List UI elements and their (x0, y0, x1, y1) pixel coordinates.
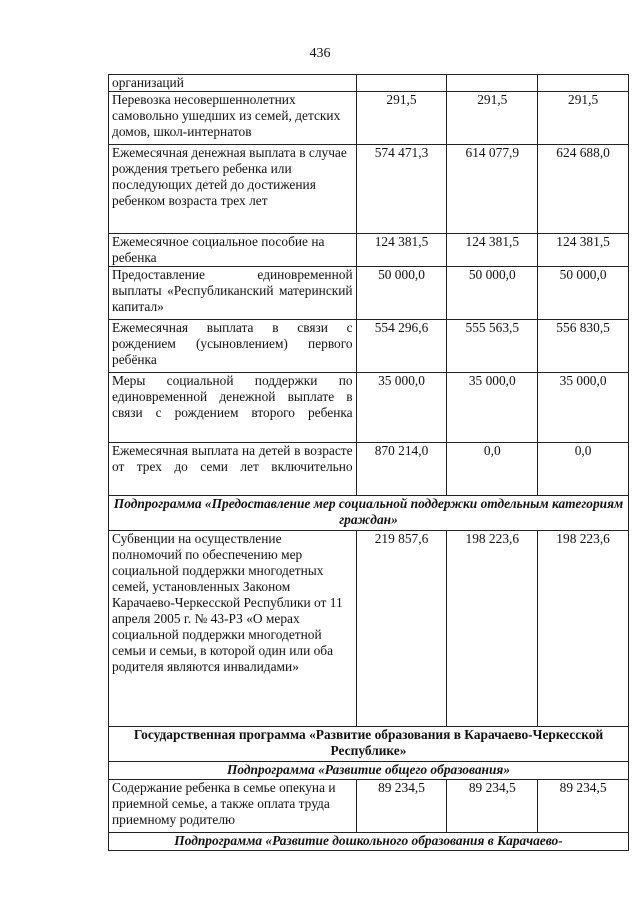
value-cell: 198 223,6 (447, 531, 538, 727)
value-cell: 624 688,0 (538, 145, 629, 234)
value-cell: 291,5 (356, 92, 447, 145)
value-cell: 574 471,3 (356, 145, 447, 234)
value-cell: 89 234,5 (356, 780, 447, 833)
value-cell (538, 75, 629, 92)
value-cell: 35 000,0 (538, 373, 629, 443)
value-cell: 50 000,0 (356, 267, 447, 320)
row-label: Содержание ребенка в семье опекуна и приемной семье, а также оплата труда приемному родителю (109, 780, 357, 833)
value-cell: 89 234,5 (538, 780, 629, 833)
value-cell (356, 75, 447, 92)
value-cell (447, 75, 538, 92)
value-cell: 0,0 (447, 443, 538, 496)
table-row (109, 320, 629, 373)
row-label: Ежемесячная выплата в связи с рождением (усыновлением) первого ребёнка (109, 320, 357, 373)
table-row (109, 92, 629, 145)
section-heading-row (109, 496, 629, 531)
value-cell: 614 077,9 (447, 145, 538, 234)
subprogram-heading: Подпрограмма «Предоставление мер социальной поддержки отдельным категориям граждан» (109, 496, 629, 531)
value-cell: 35 000,0 (447, 373, 538, 443)
section-heading-row (109, 833, 629, 851)
value-cell: 35 000,0 (356, 373, 447, 443)
row-label: Предоставление единовременной выплаты «Республиканский материнский капитал» (109, 267, 357, 320)
value-cell: 89 234,5 (447, 780, 538, 833)
value-cell: 198 223,6 (538, 531, 629, 727)
table-row (109, 780, 629, 833)
table-row (109, 443, 629, 496)
table-row (109, 234, 629, 267)
value-cell: 556 830,5 (538, 320, 629, 373)
table-row (109, 373, 629, 443)
section-heading-row (109, 762, 629, 780)
row-label: Меры социальной поддержки по единовременной денежной выплате в связи с рождением второго ребенка (109, 373, 357, 443)
value-cell: 124 381,5 (447, 234, 538, 267)
value-cell: 124 381,5 (356, 234, 447, 267)
row-label: Субвенции на осуществление полномочий по обеспечению мер социальной поддержки многодетных семей, установленных Законом Карачаево-Черкесской Республики от 11 апреля 2005 г. № 43-РЗ «О мерах социальной поддержки многодетной семьи и семьи, в которой один или оба родителя являются инвалидами» (109, 531, 357, 727)
subprogram-heading: Подпрограмма «Развитие дошкольного образования в Карачаево- (109, 833, 629, 851)
value-cell: 555 563,5 (447, 320, 538, 373)
value-cell: 554 296,6 (356, 320, 447, 373)
value-cell: 124 381,5 (538, 234, 629, 267)
row-label: Ежемесячная денежная выплата в случае рождения третьего ребенка или последующих детей до достижения ребенком возраста трех лет (109, 145, 357, 234)
row-label: Перевозка несовершеннолетних самовольно ушедших из семей, детских домов, школ-интернатов (109, 92, 357, 145)
value-cell: 870 214,0 (356, 443, 447, 496)
value-cell: 50 000,0 (538, 267, 629, 320)
subprogram-heading: Подпрограмма «Развитие общего образования» (109, 762, 629, 780)
row-label: организаций (109, 75, 357, 92)
table-row (109, 145, 629, 234)
page-number: 436 (309, 46, 331, 61)
budget-table (108, 74, 629, 851)
table-row (109, 531, 629, 727)
table-row (109, 75, 629, 92)
row-label: Ежемесячное социальное пособие на ребенка (109, 234, 357, 267)
value-cell: 291,5 (538, 92, 629, 145)
program-heading: Государственная программа «Развитие образования в Карачаево-Черкесской Республике» (109, 727, 629, 762)
value-cell: 50 000,0 (447, 267, 538, 320)
value-cell: 219 857,6 (356, 531, 447, 727)
section-heading-row (109, 727, 629, 762)
value-cell: 291,5 (447, 92, 538, 145)
value-cell: 0,0 (538, 443, 629, 496)
table-row (109, 267, 629, 320)
row-label: Ежемесячная выплата на детей в возрасте от трех до семи лет включительно (109, 443, 357, 496)
